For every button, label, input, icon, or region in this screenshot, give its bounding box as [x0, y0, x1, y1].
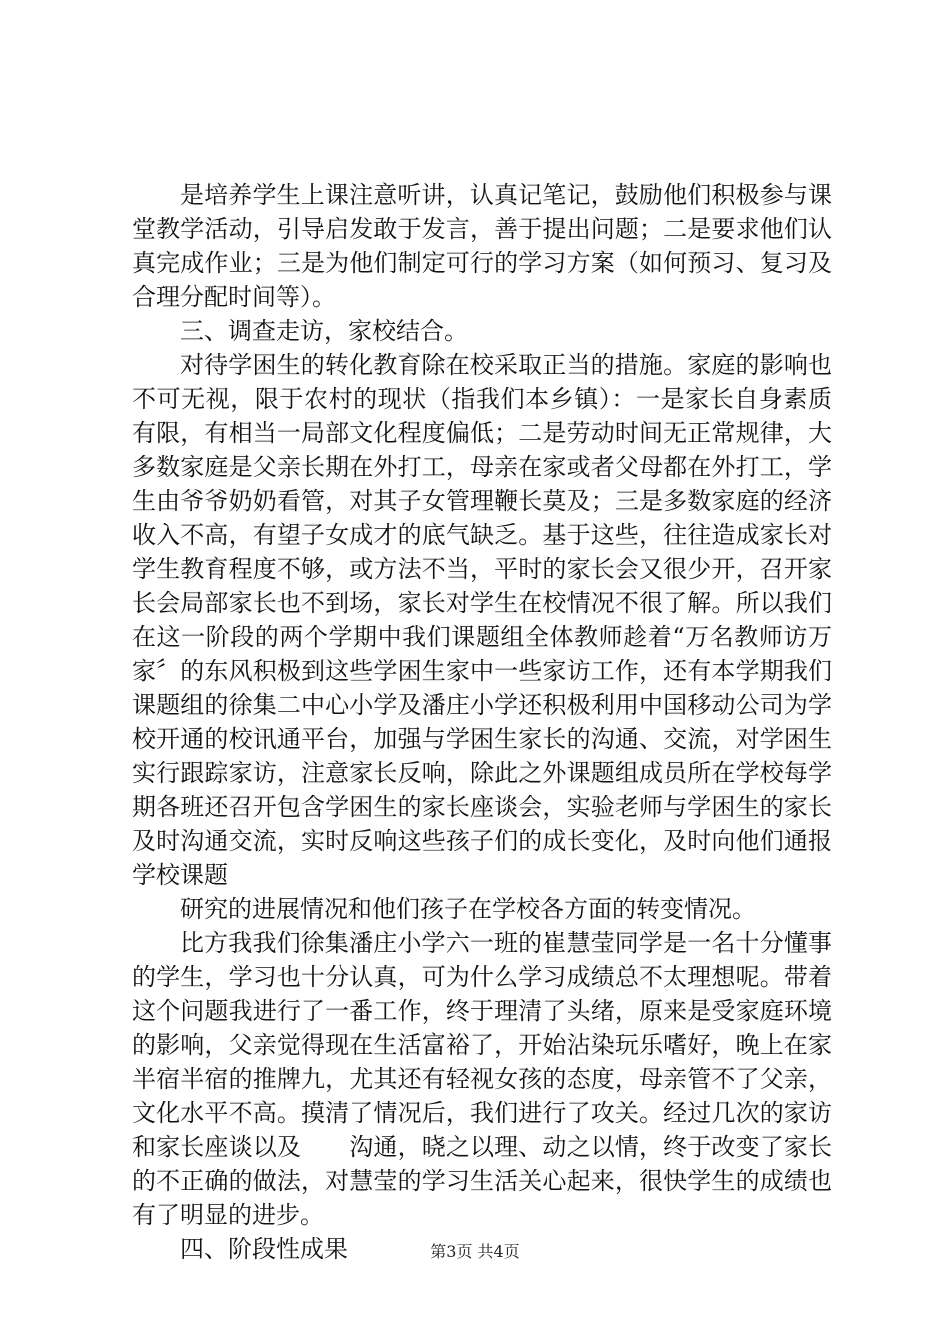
paragraph-study-methods: 是培养学生上课注意听讲，认真记笔记，鼓励他们积极参与课堂教学活动，引导启发敢于发言，善于提出问题；二是要求他们认真完成作业；三是为他们制定可行的学习方案（如何预习、复习及合理分配时间等）。 — [132, 181, 832, 311]
paragraph-research-progress: 研究的进展情况和他们孩子在学校各方面的转变情况。 — [180, 895, 756, 923]
paragraph-case-example: 比方我我们徐集潘庄小学六一班的崔慧莹同学是一名十分懂事的学生，学习也十分认真，可为什么学习成绩总不太理想呢。带着这个问题我进行了一番工作，终于理清了头绪，原来是受家庭环境的影响，父亲觉得现在生活富裕了，开始沾染玩乐嗜好，晚上在家半宿半宿的推牌九，尤其还有轻视女孩的态度，母亲管不了父亲，文化水平不高。摸清了情况后，我们进行了攻关。经过几次的家访和家长座谈以及 沟通，晓之以理、动之以情，终于改变了家长的不正确的做法，对慧莹的学习生活关心起来，很快学生的成绩也有了明显的进步。 — [132, 929, 832, 1229]
page-footer: 第3页 共4页 — [430, 1242, 520, 1261]
paragraph-family-influence: 对待学困生的转化教育除在校采取正当的措施。家庭的影响也不可无视，限于农村的现状（指我们本乡镇）：一是家长自身素质有限，有相当一局部文化程度偏低；二是劳动时间无正常规律，大多数家庭是父亲长期在外打工，母亲在家或者父母都在外打工，学生由爷爷奶奶看管，对其子女管理鞭长莫及；三是多数家庭的经济收入不高，有望子女成才的底气缺乏。基于这些，往往造成家长对学生教育程度不够，或方法不当，平时的家长会又很少开，召开家长会局部家长也不到场，家长对学生在校情况不很了解。所以我们在这一阶段的两个学期中我们课题组全体教师趁着“万名教师访万家〞的东风积极到这些学困生家中一些家访工作，还有本学期我们课题组的徐集二中心小学及潘庄小学还积极利用中国移动公司为学校开通的校讯通平台，加强与学困生家长的沟通、交流，对学困生实行跟踪家访，注意家长反响，除此之外课题组成员所在学校每学期各班还召开包含学困生的家长座谈会，实验老师与学困生的家长及时沟通交流，实时反响这些孩子们的成长变化，及时向他们通报学校课题 — [132, 351, 832, 889]
section-heading-results: 四、阶段性成果 — [180, 1235, 348, 1263]
body-text — [132, 178, 832, 1266]
section-heading-home-visits: 三、调查走访，家校结合。 — [180, 317, 468, 345]
